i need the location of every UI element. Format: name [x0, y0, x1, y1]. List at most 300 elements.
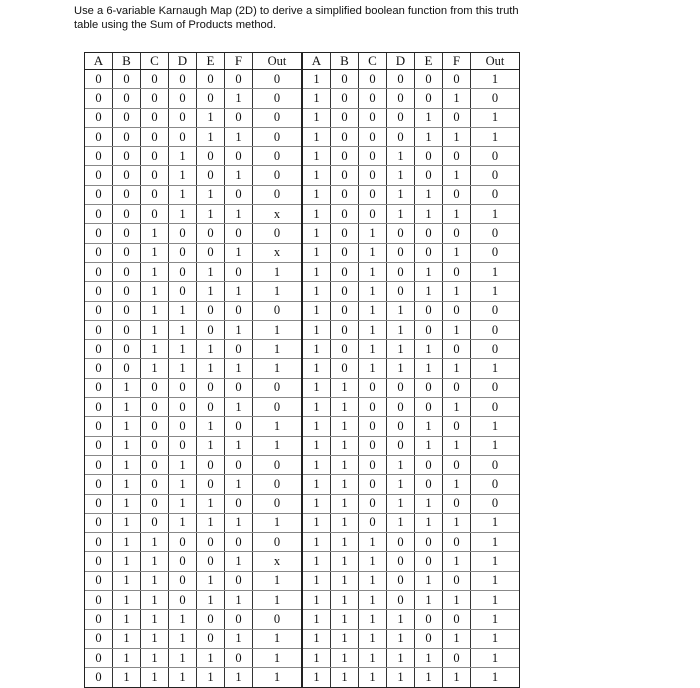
input-cell: 0	[85, 455, 113, 474]
input-cell: 1	[443, 629, 471, 648]
input-cell: 1	[359, 243, 387, 262]
table-row	[302, 70, 519, 89]
input-cell: 1	[302, 224, 331, 243]
output-cell: 0	[253, 89, 302, 108]
input-cell: 0	[169, 571, 197, 590]
input-cell: 1	[415, 648, 443, 667]
input-cell: 1	[141, 340, 169, 359]
input-cell: 1	[113, 494, 141, 513]
input-cell: 0	[141, 89, 169, 108]
input-cell: 1	[359, 552, 387, 571]
input-cell: 0	[141, 455, 169, 474]
table-row	[85, 340, 301, 359]
input-cell: 0	[387, 70, 415, 89]
table-row	[302, 417, 519, 436]
input-cell: 1	[359, 340, 387, 359]
input-cell: 1	[141, 301, 169, 320]
output-cell: 0	[253, 127, 302, 146]
input-cell: 0	[331, 166, 359, 185]
input-cell: 0	[415, 455, 443, 474]
table-row	[85, 494, 301, 513]
input-cell: 0	[169, 378, 197, 397]
input-cell: 0	[169, 398, 197, 417]
input-cell: 0	[331, 243, 359, 262]
input-cell: 0	[415, 320, 443, 339]
input-cell: 0	[85, 629, 113, 648]
input-cell: 0	[197, 629, 225, 648]
input-cell: 0	[141, 378, 169, 397]
table-row	[85, 108, 301, 127]
input-cell: 1	[141, 629, 169, 648]
input-cell: 0	[443, 147, 471, 166]
input-cell: 1	[415, 571, 443, 590]
input-cell: 0	[197, 166, 225, 185]
column-header: A	[85, 53, 113, 70]
input-cell: 0	[225, 648, 253, 667]
table-row	[85, 552, 301, 571]
input-cell: 0	[85, 320, 113, 339]
input-cell: 0	[113, 185, 141, 204]
input-cell: 1	[169, 320, 197, 339]
input-cell: 0	[113, 243, 141, 262]
input-cell: 0	[225, 455, 253, 474]
input-cell: 0	[141, 185, 169, 204]
table-row	[302, 127, 519, 146]
input-cell: 1	[302, 398, 331, 417]
input-cell: 0	[225, 147, 253, 166]
input-cell: 1	[331, 629, 359, 648]
input-cell: 0	[387, 571, 415, 590]
input-cell: 1	[113, 629, 141, 648]
input-cell: 0	[141, 147, 169, 166]
input-cell: 0	[85, 340, 113, 359]
input-cell: 0	[85, 147, 113, 166]
input-cell: 0	[169, 417, 197, 436]
input-cell: 1	[302, 591, 331, 610]
input-cell: 0	[113, 301, 141, 320]
input-cell: 1	[225, 552, 253, 571]
table-row	[302, 494, 519, 513]
truth-table-left	[85, 53, 301, 687]
input-cell: 1	[225, 282, 253, 301]
input-cell: 1	[141, 591, 169, 610]
output-cell: 0	[253, 475, 302, 494]
column-header: C	[141, 53, 169, 70]
input-cell: 0	[443, 494, 471, 513]
question-line-1: Use a 6-variable Karnaugh Map (2D) to derive a simplified boolean function from this truth	[74, 5, 519, 17]
table-row	[302, 359, 519, 378]
input-cell: 1	[113, 417, 141, 436]
input-cell: 0	[197, 610, 225, 629]
input-cell: 0	[359, 398, 387, 417]
input-cell: 0	[141, 475, 169, 494]
output-cell: 0	[253, 378, 302, 397]
input-cell: 1	[387, 455, 415, 474]
output-cell: 1	[471, 262, 520, 281]
column-header: F	[225, 53, 253, 70]
input-cell: 0	[225, 533, 253, 552]
output-cell: 1	[471, 108, 520, 127]
input-cell: 0	[169, 591, 197, 610]
input-cell: 1	[302, 648, 331, 667]
table-row	[85, 320, 301, 339]
input-cell: 1	[302, 301, 331, 320]
input-cell: 0	[331, 70, 359, 89]
input-cell: 0	[141, 513, 169, 532]
output-cell: 1	[253, 436, 302, 455]
input-cell: 1	[197, 205, 225, 224]
input-cell: 0	[225, 108, 253, 127]
table-row	[302, 89, 519, 108]
table-row	[302, 243, 519, 262]
input-cell: 0	[225, 185, 253, 204]
input-cell: 0	[415, 398, 443, 417]
output-cell: 0	[471, 185, 520, 204]
input-cell: 1	[169, 147, 197, 166]
input-cell: 0	[85, 668, 113, 687]
input-cell: 1	[113, 533, 141, 552]
input-cell: 1	[443, 436, 471, 455]
table-row	[302, 668, 519, 687]
input-cell: 1	[302, 262, 331, 281]
input-cell: 0	[169, 436, 197, 455]
input-cell: 0	[415, 610, 443, 629]
table-row	[85, 513, 301, 532]
input-cell: 1	[443, 320, 471, 339]
table-row	[85, 224, 301, 243]
input-cell: 1	[359, 591, 387, 610]
input-cell: 1	[197, 436, 225, 455]
output-cell: 1	[471, 205, 520, 224]
input-cell: 1	[415, 127, 443, 146]
input-cell: 1	[169, 610, 197, 629]
table-row	[302, 224, 519, 243]
input-cell: 0	[113, 70, 141, 89]
table-row	[85, 127, 301, 146]
output-cell: 1	[471, 436, 520, 455]
input-cell: 1	[443, 166, 471, 185]
input-cell: 0	[443, 70, 471, 89]
output-cell: 0	[471, 378, 520, 397]
output-cell: x	[253, 205, 302, 224]
output-cell: 1	[471, 648, 520, 667]
input-cell: 1	[225, 320, 253, 339]
input-cell: 0	[443, 648, 471, 667]
input-cell: 0	[197, 70, 225, 89]
truth-table-container	[84, 52, 520, 688]
input-cell: 1	[415, 668, 443, 687]
input-cell: 1	[415, 436, 443, 455]
input-cell: 1	[415, 591, 443, 610]
input-cell: 1	[415, 262, 443, 281]
input-cell: 0	[359, 147, 387, 166]
input-cell: 0	[141, 108, 169, 127]
input-cell: 0	[331, 127, 359, 146]
input-cell: 1	[387, 301, 415, 320]
input-cell: 1	[359, 224, 387, 243]
input-cell: 0	[331, 359, 359, 378]
input-cell: 1	[302, 127, 331, 146]
table-row	[85, 378, 301, 397]
input-cell: 0	[169, 282, 197, 301]
output-cell: 0	[471, 320, 520, 339]
input-cell: 0	[85, 648, 113, 667]
input-cell: 1	[387, 340, 415, 359]
input-cell: 0	[197, 320, 225, 339]
input-cell: 0	[359, 378, 387, 397]
input-cell: 1	[197, 262, 225, 281]
input-cell: 1	[197, 668, 225, 687]
table-row	[85, 359, 301, 378]
input-cell: 1	[415, 340, 443, 359]
input-cell: 0	[443, 340, 471, 359]
input-cell: 1	[443, 205, 471, 224]
output-cell: 1	[471, 533, 520, 552]
input-cell: 1	[197, 185, 225, 204]
input-cell: 1	[387, 205, 415, 224]
input-cell: 1	[302, 417, 331, 436]
input-cell: 0	[387, 89, 415, 108]
table-row	[85, 417, 301, 436]
output-cell: 1	[273, 669, 281, 684]
input-cell: 1	[302, 205, 331, 224]
input-cell: 0	[85, 533, 113, 552]
input-cell: 1	[302, 513, 331, 532]
input-cell: 0	[169, 262, 197, 281]
input-cell: 1	[359, 571, 387, 590]
input-cell: 1	[169, 648, 197, 667]
table-row	[302, 282, 519, 301]
input-cell: 0	[197, 378, 225, 397]
input-cell: 1	[302, 89, 331, 108]
input-cell: 1	[443, 89, 471, 108]
input-cell: 0	[443, 224, 471, 243]
input-cell: 1	[415, 513, 443, 532]
input-cell: 0	[197, 147, 225, 166]
input-cell: 1	[443, 127, 471, 146]
input-cell: 1	[331, 552, 359, 571]
input-cell: 0	[387, 533, 415, 552]
output-cell: 1	[471, 610, 520, 629]
input-cell: 1	[197, 359, 225, 378]
input-cell: 0	[85, 378, 113, 397]
input-cell: 1	[387, 147, 415, 166]
input-cell: 1	[225, 668, 253, 687]
output-cell: 1	[253, 417, 302, 436]
input-cell: 0	[113, 340, 141, 359]
input-cell: 1	[443, 475, 471, 494]
output-cell: 1	[253, 513, 302, 532]
input-cell: 0	[415, 224, 443, 243]
table-row	[85, 205, 301, 224]
input-cell: 0	[331, 301, 359, 320]
input-cell: 0	[415, 533, 443, 552]
input-cell: 1	[302, 436, 331, 455]
input-cell: 0	[141, 436, 169, 455]
output-cell: 1	[471, 417, 520, 436]
input-cell: 0	[85, 417, 113, 436]
input-cell: 1	[302, 282, 331, 301]
table-row	[85, 571, 301, 590]
input-cell: 1	[359, 533, 387, 552]
input-cell: 0	[443, 571, 471, 590]
output-cell: 0	[253, 533, 302, 552]
input-cell: 0	[141, 494, 169, 513]
output-cell: 1	[471, 359, 520, 378]
input-cell: 0	[85, 552, 113, 571]
input-cell: 0	[387, 378, 415, 397]
input-cell: 1	[113, 378, 141, 397]
input-cell: 0	[197, 455, 225, 474]
input-cell: 0	[85, 70, 113, 89]
input-cell: 0	[331, 262, 359, 281]
input-cell: 1	[443, 359, 471, 378]
input-cell: 0	[113, 108, 141, 127]
input-cell: 1	[331, 513, 359, 532]
input-cell: 1	[113, 475, 141, 494]
input-cell: 0	[113, 282, 141, 301]
input-cell: 1	[331, 398, 359, 417]
table-row	[85, 455, 301, 474]
input-cell: 1	[197, 513, 225, 532]
input-cell: 1	[331, 533, 359, 552]
output-cell: 1	[471, 591, 520, 610]
input-cell: 0	[387, 108, 415, 127]
input-cell: 0	[387, 262, 415, 281]
table-row	[302, 378, 519, 397]
input-cell: 0	[359, 494, 387, 513]
input-cell: 1	[331, 378, 359, 397]
input-cell: 0	[331, 224, 359, 243]
table-row	[302, 552, 519, 571]
input-cell: 1	[387, 648, 415, 667]
input-cell: 0	[141, 398, 169, 417]
input-cell: 1	[331, 648, 359, 667]
input-cell: 0	[359, 455, 387, 474]
table-row	[302, 147, 519, 166]
question-text	[74, 4, 594, 32]
input-cell: 1	[302, 108, 331, 127]
input-cell: 1	[359, 629, 387, 648]
table-row	[302, 185, 519, 204]
input-cell: 0	[197, 475, 225, 494]
output-cell: 0	[253, 166, 302, 185]
input-cell: 0	[85, 513, 113, 532]
input-cell: 1	[197, 108, 225, 127]
input-cell: 1	[331, 494, 359, 513]
input-cell: 1	[113, 552, 141, 571]
input-cell: 0	[85, 475, 113, 494]
table-row	[85, 147, 301, 166]
input-cell: 1	[415, 359, 443, 378]
input-cell: 0	[443, 455, 471, 474]
output-cell: 1	[471, 552, 520, 571]
input-cell: 0	[443, 533, 471, 552]
table-row	[302, 320, 519, 339]
input-cell: 0	[387, 398, 415, 417]
input-cell: 1	[113, 455, 141, 474]
column-header: Out	[253, 53, 302, 70]
output-cell: 0	[253, 398, 302, 417]
input-cell: 1	[225, 513, 253, 532]
output-cell: 1	[471, 70, 520, 89]
input-cell: 0	[169, 243, 197, 262]
input-cell: 0	[443, 378, 471, 397]
input-cell: 0	[415, 89, 443, 108]
output-cell: 0	[471, 455, 520, 474]
input-cell: 0	[225, 224, 253, 243]
input-cell: 1	[197, 494, 225, 513]
output-cell: 1	[253, 359, 302, 378]
input-cell: 1	[141, 571, 169, 590]
input-cell: 1	[359, 610, 387, 629]
input-cell: 1	[387, 610, 415, 629]
input-cell: 0	[225, 571, 253, 590]
output-cell: 1	[471, 513, 520, 532]
table-row	[302, 205, 519, 224]
input-cell: 0	[197, 224, 225, 243]
column-header: D	[169, 53, 197, 70]
input-cell: 1	[197, 417, 225, 436]
input-cell: 0	[415, 378, 443, 397]
input-cell: 1	[331, 610, 359, 629]
input-cell: 0	[141, 417, 169, 436]
table-row	[302, 301, 519, 320]
input-cell: 1	[443, 552, 471, 571]
input-cell: 0	[387, 127, 415, 146]
input-cell: 0	[331, 108, 359, 127]
input-cell: 0	[85, 571, 113, 590]
input-cell: 1	[113, 610, 141, 629]
input-cell: 1	[141, 668, 169, 687]
input-cell: 0	[415, 147, 443, 166]
input-cell: 0	[359, 70, 387, 89]
question-line-2: table using the Sum of Products method.	[74, 19, 277, 31]
input-cell: 1	[302, 475, 331, 494]
table-row	[302, 108, 519, 127]
input-cell: 1	[169, 494, 197, 513]
input-cell: 0	[169, 127, 197, 146]
input-cell: 1	[169, 359, 197, 378]
input-cell: 1	[197, 127, 225, 146]
input-cell: 1	[225, 89, 253, 108]
input-cell: 0	[331, 340, 359, 359]
input-cell: 0	[387, 591, 415, 610]
header-row	[85, 53, 301, 70]
input-cell: 1	[113, 668, 141, 687]
input-cell: 1	[302, 147, 331, 166]
table-row	[85, 262, 301, 281]
column-header: A	[302, 53, 331, 70]
output-cell: 0	[253, 455, 302, 474]
input-cell: 1	[359, 282, 387, 301]
input-cell: 0	[415, 629, 443, 648]
input-cell: 0	[387, 417, 415, 436]
input-cell: 1	[225, 398, 253, 417]
input-cell: 1	[197, 571, 225, 590]
table-row	[85, 436, 301, 455]
input-cell: 1	[141, 552, 169, 571]
output-cell: 0	[253, 494, 302, 513]
input-cell: 1	[415, 108, 443, 127]
input-cell: 0	[359, 185, 387, 204]
input-cell: 0	[225, 378, 253, 397]
column-header: D	[387, 53, 415, 70]
table-row	[302, 533, 519, 552]
input-cell: 1	[443, 398, 471, 417]
input-cell: 1	[169, 668, 197, 687]
table-row	[302, 436, 519, 455]
